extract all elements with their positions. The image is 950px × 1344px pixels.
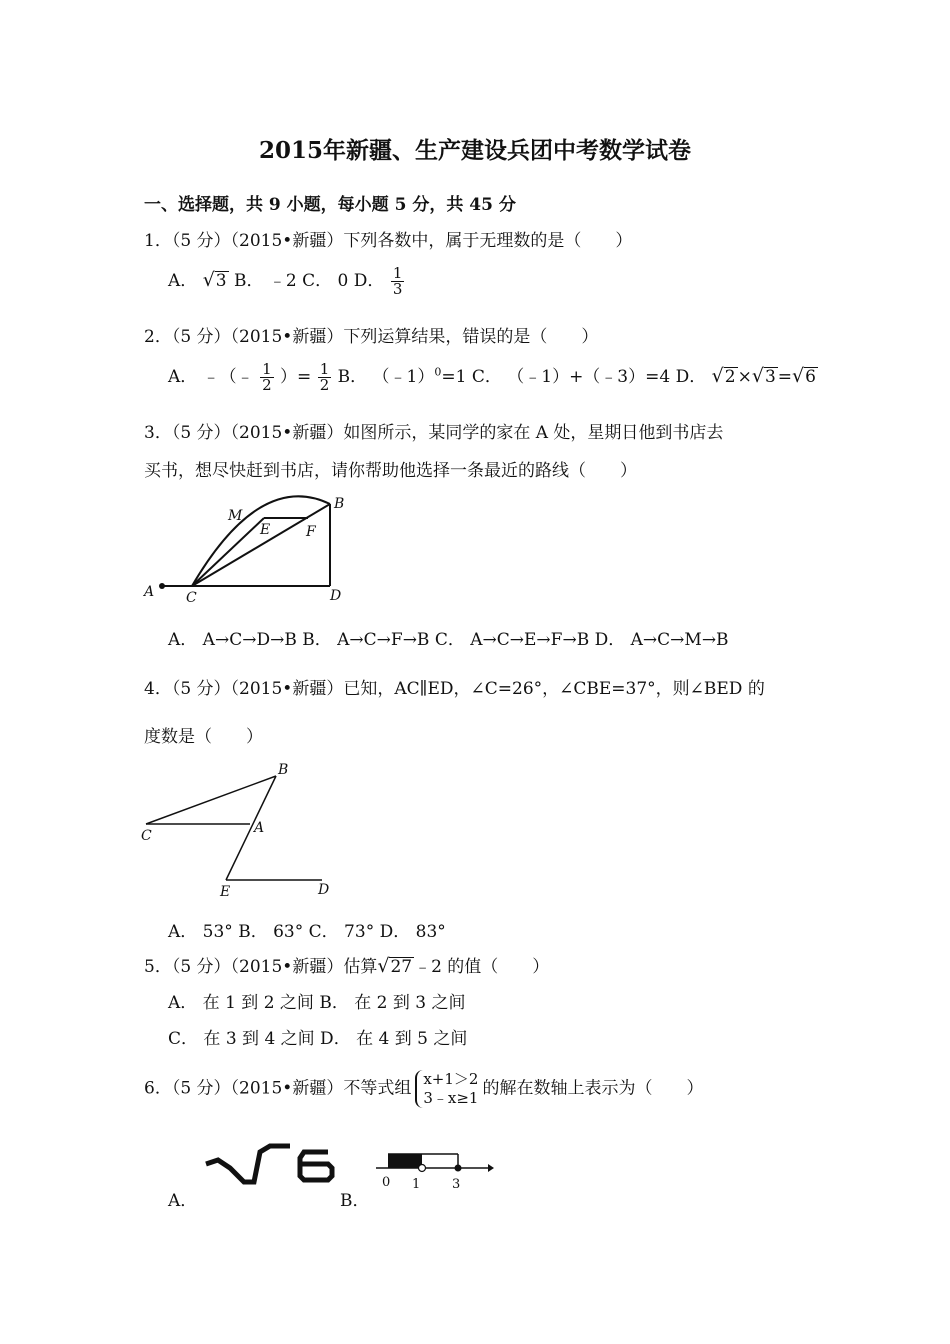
question-2-options [168, 362, 818, 393]
number-line [372, 1146, 496, 1192]
question-5-stem [144, 952, 549, 977]
radicand: 6 [805, 367, 816, 387]
label-a: A [254, 820, 265, 836]
inequality-2: 3﹣x≥1 [423, 1089, 479, 1107]
route-figure [140, 490, 360, 610]
sqrt-symbol: √ [377, 955, 390, 977]
denominator: 2 [319, 376, 330, 394]
question-4-stem-line2: 度数是（ ） [144, 727, 263, 747]
inequality-1: x+1＞2 [423, 1070, 479, 1088]
question-2-stem: 2．（5 分）（2015•新疆）下列运算结果，错误的是（ ） [144, 327, 599, 347]
label-d: D [318, 882, 330, 898]
label-d: D [330, 588, 342, 604]
option-a-label: A． [168, 271, 198, 291]
options-b-c-d: =1 C． （﹣1）+（﹣3）=4 D． [441, 367, 707, 387]
label-m: M [228, 508, 243, 524]
question-6-stem [144, 1070, 703, 1108]
radicand: 2 [724, 367, 736, 387]
options-b-c-d: B． ﹣2 C． 0 D． [234, 271, 385, 291]
shaded-interval [388, 1154, 422, 1168]
sqrt-symbol: √ [202, 269, 215, 291]
option-a-prefix: A． ﹣（﹣ [168, 367, 254, 387]
option-b-label: B． [340, 1191, 370, 1211]
fraction-half-2 [318, 362, 332, 393]
six-graphic-stroke [300, 1152, 332, 1180]
section-heading-choice: 一、选择题，共 9 小题，每小题 5 分，共 45 分 [144, 195, 516, 215]
label-e: E [260, 522, 271, 538]
label-b: B [334, 496, 345, 512]
radicand: 3 [215, 271, 227, 291]
inequality-system [415, 1070, 478, 1108]
times-sign: × [737, 367, 752, 387]
closed-circle-at-3 [455, 1165, 462, 1172]
denominator: 2 [262, 376, 272, 394]
question-4-stem-line1: 4．（5 分）（2015•新疆）已知，AC∥ED，∠C=26°，∠CBE=37°，则∠BED 的 [144, 679, 765, 699]
numerator: 1 [319, 360, 330, 378]
stem-suffix: 的解在数轴上表示为（ ） [482, 1078, 704, 1099]
label-c: C [141, 828, 152, 844]
fraction-one-third [391, 266, 405, 297]
fraction-half-1 [260, 362, 274, 393]
question-3-stem-line2: 买书，想尽快赶到书店，请你帮助他选择一条最近的路线（ ） [144, 461, 637, 481]
open-circle-at-1 [419, 1165, 426, 1172]
stem-prefix: 6．（5 分）（2015•新疆）不等式组 [144, 1078, 412, 1099]
numerator: 1 [392, 264, 403, 282]
question-5-options-1: A． 在 1 到 2 之间 B． 在 2 到 3 之间 [168, 993, 466, 1013]
label-e: E [220, 884, 231, 900]
tick-label-1: 1 [412, 1177, 421, 1192]
sqrt-symbol: √ [792, 365, 805, 387]
page-title: 2015年新疆、生产建设兵团中考数学试卷 [258, 137, 691, 164]
label-f: F [306, 524, 316, 540]
question-4-options: A． 53° B． 63° C． 73° D． 83° [168, 922, 446, 942]
label-b: B [278, 762, 289, 778]
stem-prefix: 5．（5 分）（2015•新疆）估算 [144, 957, 378, 977]
axis-arrow-icon [488, 1164, 494, 1172]
denominator: 3 [392, 280, 403, 298]
parallel-lines-figure [138, 756, 348, 901]
question-5-options-2: C． 在 3 到 4 之间 D． 在 4 到 5 之间 [168, 1029, 468, 1049]
tick-label-3: 3 [452, 1177, 461, 1192]
question-3-options: A． A→C→D→B B． A→C→F→B C． A→C→E→F→B D． A→C→M→B [168, 630, 729, 650]
question-3-stem-line1: 3．（5 分）（2015•新疆）如图所示，某同学的家在 A 处，星期日他到书店去 [144, 423, 724, 443]
segment-c-b [192, 504, 330, 586]
exponent: 0 [434, 365, 442, 379]
question-1-options [168, 266, 405, 297]
sqrt-graphic-stroke [206, 1146, 290, 1182]
sqrt-symbol: √ [711, 365, 724, 387]
option-a-image [204, 1142, 338, 1188]
point-a-dot [159, 583, 165, 589]
equals-sign: = [777, 367, 793, 387]
tick-label-0: 0 [382, 1175, 391, 1190]
question-1-stem: 1．（5 分）（2015•新疆）下列各数中，属于无理数的是（ ） [144, 231, 633, 251]
option-a-middle: ）= [280, 367, 312, 387]
numerator: 1 [262, 360, 272, 378]
sqrt-symbol: √ [751, 365, 764, 387]
label-a: A [144, 584, 155, 600]
label-c: C [186, 590, 197, 606]
option-b: B． （﹣1） [337, 367, 435, 387]
radicand: 3 [764, 367, 776, 387]
stem-suffix: ﹣2 的值（ ） [414, 957, 550, 977]
option-a-label: A． [168, 1191, 198, 1211]
segment-c-e [192, 518, 264, 586]
radicand: 27 [390, 957, 413, 977]
